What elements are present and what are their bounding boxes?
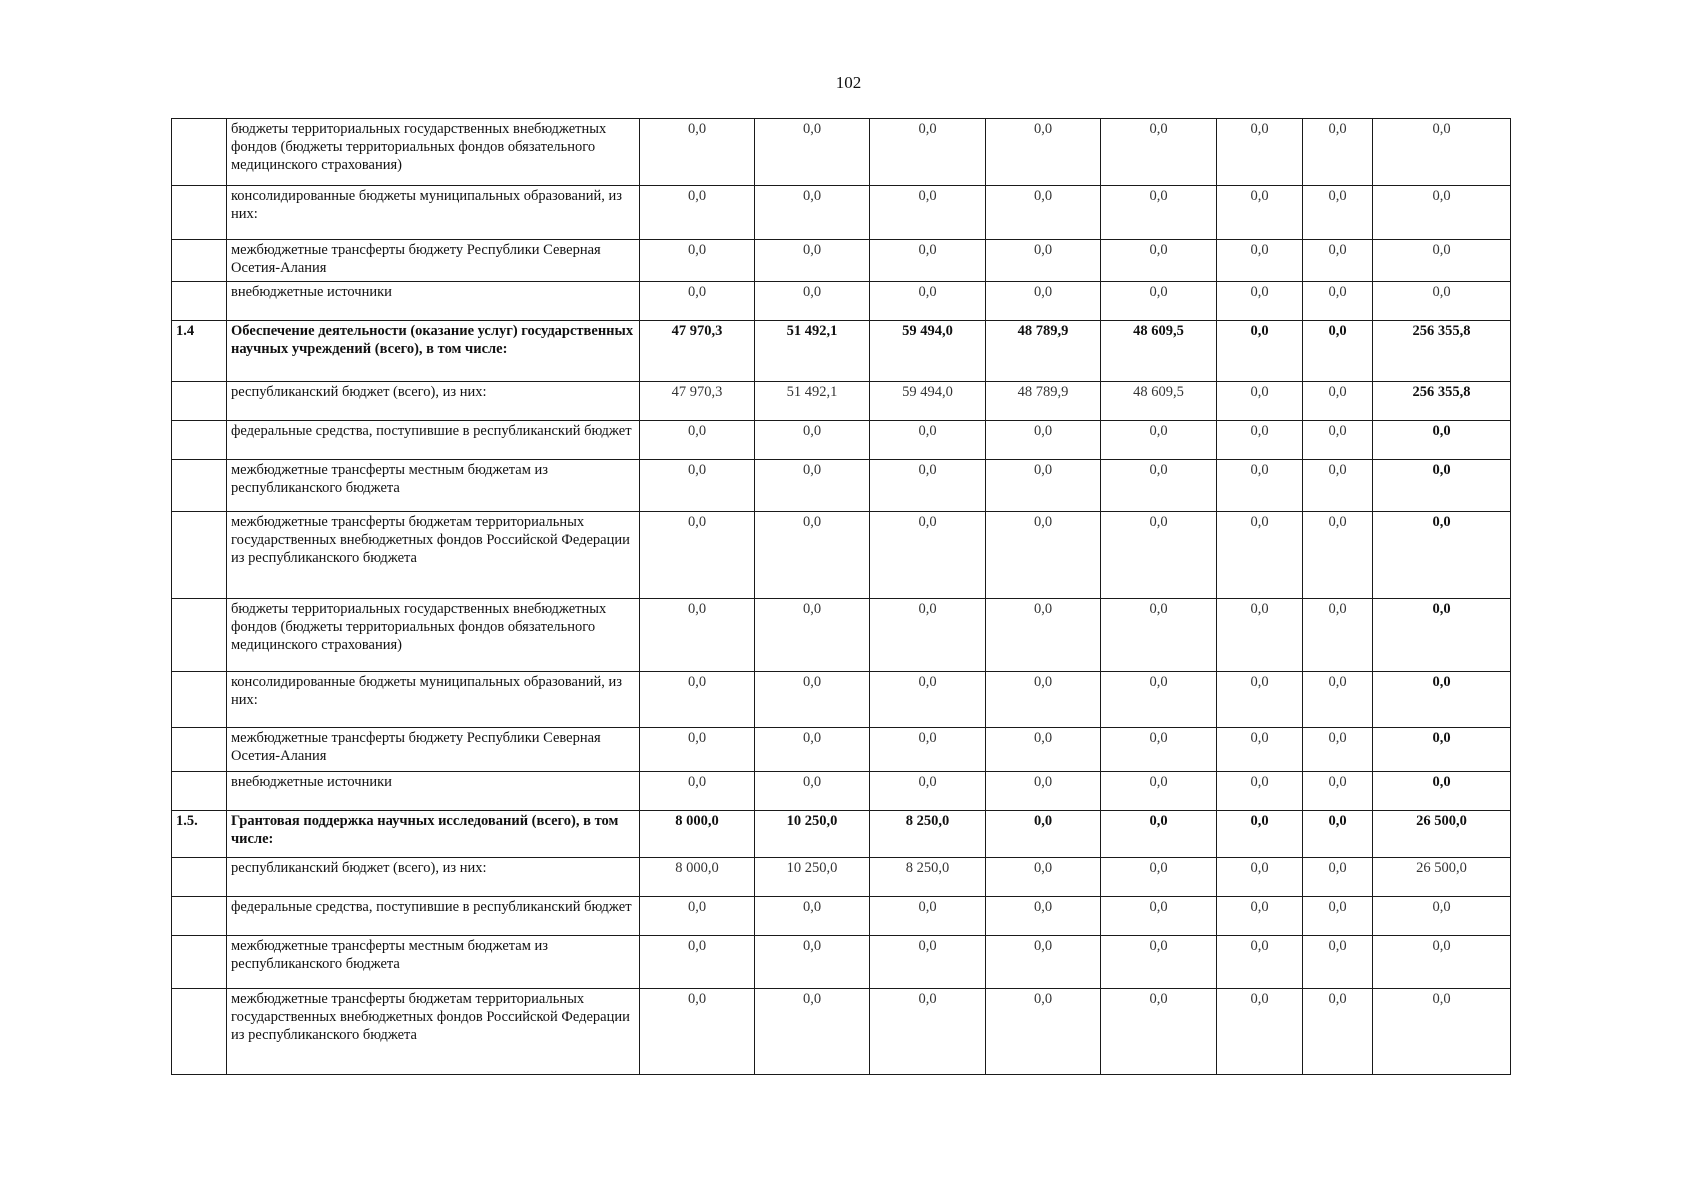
- value-cell: 0,0: [1303, 858, 1373, 897]
- row-number-cell: [172, 728, 227, 772]
- description-cell: консолидированные бюджеты муниципальных образований, из них:: [227, 186, 640, 240]
- value-cell: 0,0: [870, 599, 986, 672]
- total-value-cell: 0,0: [1373, 282, 1511, 321]
- value-cell: 0,0: [1101, 858, 1217, 897]
- table-row: [172, 989, 1511, 1075]
- value-cell: 0,0: [1303, 282, 1373, 321]
- row-number-cell: [172, 989, 227, 1075]
- value-cell: 0,0: [1101, 460, 1217, 512]
- value-cell: 0,0: [1217, 897, 1303, 936]
- description-cell: межбюджетные трансферты бюджетам территориальных государственных внебюджетных фондов Российской Федерации из республиканского бюджета: [227, 989, 640, 1075]
- description-cell: межбюджетные трансферты местным бюджетам из республиканского бюджета: [227, 460, 640, 512]
- value-cell: 8 000,0: [640, 858, 755, 897]
- value-cell: 0,0: [1217, 321, 1303, 382]
- value-cell: 0,0: [870, 672, 986, 728]
- value-cell: 0,0: [755, 897, 870, 936]
- value-cell: 48 609,5: [1101, 382, 1217, 421]
- value-cell: 47 970,3: [640, 382, 755, 421]
- table-row: [172, 897, 1511, 936]
- value-cell: 10 250,0: [755, 811, 870, 858]
- value-cell: 0,0: [1303, 599, 1373, 672]
- value-cell: 0,0: [755, 460, 870, 512]
- value-cell: 0,0: [1303, 772, 1373, 811]
- value-cell: 0,0: [986, 240, 1101, 282]
- description-cell: Обеспечение деятельности (оказание услуг) государственных научных учреждений (всего), в том числе:: [227, 321, 640, 382]
- value-cell: 0,0: [870, 936, 986, 989]
- value-cell: 0,0: [755, 936, 870, 989]
- value-cell: 0,0: [640, 512, 755, 599]
- value-cell: 0,0: [1303, 936, 1373, 989]
- row-number-cell: [172, 512, 227, 599]
- value-cell: 0,0: [640, 186, 755, 240]
- table-row: [172, 936, 1511, 989]
- value-cell: 59 494,0: [870, 382, 986, 421]
- total-value-cell: 0,0: [1373, 186, 1511, 240]
- value-cell: 0,0: [1217, 282, 1303, 321]
- row-number-cell: [172, 858, 227, 897]
- row-number-cell: 1.4: [172, 321, 227, 382]
- table-row: [172, 811, 1511, 858]
- row-number-cell: [172, 240, 227, 282]
- value-cell: 0,0: [1303, 382, 1373, 421]
- value-cell: 0,0: [870, 512, 986, 599]
- value-cell: 0,0: [640, 119, 755, 186]
- table-row: [172, 186, 1511, 240]
- value-cell: 0,0: [1217, 989, 1303, 1075]
- description-cell: бюджеты территориальных государственных внебюджетных фондов (бюджеты территориальных фондов обязательного медицинского страхования): [227, 599, 640, 672]
- total-value-cell: 256 355,8: [1373, 321, 1511, 382]
- value-cell: 8 250,0: [870, 858, 986, 897]
- total-value-cell: 0,0: [1373, 897, 1511, 936]
- value-cell: 59 494,0: [870, 321, 986, 382]
- value-cell: 0,0: [755, 512, 870, 599]
- value-cell: 0,0: [1217, 186, 1303, 240]
- table-row: [172, 599, 1511, 672]
- table-row: [172, 728, 1511, 772]
- total-value-cell: 0,0: [1373, 512, 1511, 599]
- row-number-cell: [172, 897, 227, 936]
- description-cell: федеральные средства, поступившие в республиканский бюджет: [227, 897, 640, 936]
- value-cell: 0,0: [986, 186, 1101, 240]
- total-value-cell: 26 500,0: [1373, 858, 1511, 897]
- value-cell: 0,0: [1303, 989, 1373, 1075]
- value-cell: 0,0: [870, 897, 986, 936]
- value-cell: 48 609,5: [1101, 321, 1217, 382]
- value-cell: 0,0: [755, 772, 870, 811]
- value-cell: 0,0: [755, 728, 870, 772]
- value-cell: 0,0: [755, 240, 870, 282]
- value-cell: 0,0: [1101, 119, 1217, 186]
- value-cell: 0,0: [1303, 811, 1373, 858]
- value-cell: 0,0: [640, 936, 755, 989]
- table-row: [172, 772, 1511, 811]
- value-cell: 10 250,0: [755, 858, 870, 897]
- value-cell: 0,0: [1303, 119, 1373, 186]
- value-cell: 0,0: [1101, 672, 1217, 728]
- table-row: [172, 512, 1511, 599]
- value-cell: 0,0: [1217, 119, 1303, 186]
- value-cell: 47 970,3: [640, 321, 755, 382]
- value-cell: 0,0: [870, 282, 986, 321]
- value-cell: 0,0: [986, 936, 1101, 989]
- description-cell: федеральные средства, поступившие в республиканский бюджет: [227, 421, 640, 460]
- row-number-cell: [172, 282, 227, 321]
- value-cell: 0,0: [755, 282, 870, 321]
- value-cell: 0,0: [1303, 321, 1373, 382]
- value-cell: 0,0: [986, 512, 1101, 599]
- value-cell: 0,0: [1101, 989, 1217, 1075]
- value-cell: 0,0: [1303, 186, 1373, 240]
- value-cell: 0,0: [986, 811, 1101, 858]
- value-cell: 0,0: [1217, 512, 1303, 599]
- value-cell: 0,0: [1217, 672, 1303, 728]
- value-cell: 0,0: [640, 728, 755, 772]
- table-row: [172, 858, 1511, 897]
- description-cell: бюджеты территориальных государственных внебюджетных фондов (бюджеты территориальных фондов обязательного медицинского страхования): [227, 119, 640, 186]
- value-cell: 0,0: [1217, 460, 1303, 512]
- value-cell: 0,0: [755, 989, 870, 1075]
- value-cell: 0,0: [640, 599, 755, 672]
- value-cell: 0,0: [986, 728, 1101, 772]
- value-cell: 0,0: [986, 772, 1101, 811]
- total-value-cell: 0,0: [1373, 119, 1511, 186]
- row-number-cell: [172, 119, 227, 186]
- table-row: [172, 321, 1511, 382]
- value-cell: 0,0: [1303, 672, 1373, 728]
- description-cell: республиканский бюджет (всего), из них:: [227, 858, 640, 897]
- value-cell: 0,0: [1303, 240, 1373, 282]
- value-cell: 0,0: [1217, 240, 1303, 282]
- table-row: [172, 282, 1511, 321]
- row-number-cell: [172, 672, 227, 728]
- description-cell: межбюджетные трансферты бюджетам территориальных государственных внебюджетных фондов Российской Федерации из республиканского бюджета: [227, 512, 640, 599]
- description-cell: межбюджетные трансферты бюджету Республики Северная Осетия-Алания: [227, 728, 640, 772]
- value-cell: 0,0: [870, 728, 986, 772]
- value-cell: 0,0: [870, 989, 986, 1075]
- row-number-cell: [172, 599, 227, 672]
- budget-table: [171, 118, 1511, 1075]
- total-value-cell: 0,0: [1373, 728, 1511, 772]
- value-cell: 51 492,1: [755, 382, 870, 421]
- value-cell: 0,0: [1303, 421, 1373, 460]
- value-cell: 0,0: [870, 240, 986, 282]
- row-number-cell: 1.5.: [172, 811, 227, 858]
- total-value-cell: 0,0: [1373, 599, 1511, 672]
- table-row: [172, 460, 1511, 512]
- value-cell: 0,0: [986, 897, 1101, 936]
- description-cell: консолидированные бюджеты муниципальных образований, из них:: [227, 672, 640, 728]
- value-cell: 0,0: [1303, 897, 1373, 936]
- row-number-cell: [172, 382, 227, 421]
- table-row: [172, 421, 1511, 460]
- value-cell: 0,0: [640, 672, 755, 728]
- value-cell: 0,0: [1303, 728, 1373, 772]
- value-cell: 0,0: [986, 421, 1101, 460]
- total-value-cell: 26 500,0: [1373, 811, 1511, 858]
- total-value-cell: 0,0: [1373, 240, 1511, 282]
- value-cell: 0,0: [986, 858, 1101, 897]
- page-number: 102: [835, 73, 862, 92]
- value-cell: 0,0: [986, 460, 1101, 512]
- value-cell: 0,0: [870, 119, 986, 186]
- total-value-cell: 0,0: [1373, 672, 1511, 728]
- value-cell: 0,0: [640, 989, 755, 1075]
- value-cell: 0,0: [640, 240, 755, 282]
- table-row: [172, 382, 1511, 421]
- value-cell: 0,0: [1101, 772, 1217, 811]
- value-cell: 0,0: [986, 672, 1101, 728]
- description-cell: межбюджетные трансферты бюджету Республики Северная Осетия-Алания: [227, 240, 640, 282]
- total-value-cell: 0,0: [1373, 421, 1511, 460]
- value-cell: 0,0: [870, 421, 986, 460]
- value-cell: 0,0: [1303, 512, 1373, 599]
- total-value-cell: 0,0: [1373, 989, 1511, 1075]
- table-body: [172, 119, 1511, 1075]
- value-cell: 0,0: [1217, 772, 1303, 811]
- value-cell: 0,0: [1217, 599, 1303, 672]
- value-cell: 0,0: [1303, 460, 1373, 512]
- table-row: [172, 240, 1511, 282]
- value-cell: 48 789,9: [986, 382, 1101, 421]
- value-cell: 0,0: [1101, 599, 1217, 672]
- value-cell: 0,0: [640, 897, 755, 936]
- value-cell: 8 250,0: [870, 811, 986, 858]
- value-cell: 0,0: [755, 599, 870, 672]
- total-value-cell: 0,0: [1373, 460, 1511, 512]
- value-cell: 0,0: [1101, 811, 1217, 858]
- value-cell: 0,0: [1101, 728, 1217, 772]
- value-cell: 0,0: [640, 282, 755, 321]
- value-cell: 0,0: [755, 421, 870, 460]
- row-number-cell: [172, 772, 227, 811]
- row-number-cell: [172, 186, 227, 240]
- description-cell: межбюджетные трансферты местным бюджетам из республиканского бюджета: [227, 936, 640, 989]
- value-cell: 0,0: [755, 119, 870, 186]
- value-cell: 0,0: [1101, 186, 1217, 240]
- table-row: [172, 119, 1511, 186]
- total-value-cell: 0,0: [1373, 936, 1511, 989]
- value-cell: 0,0: [1101, 897, 1217, 936]
- value-cell: 0,0: [986, 989, 1101, 1075]
- total-value-cell: 0,0: [1373, 772, 1511, 811]
- value-cell: 0,0: [640, 421, 755, 460]
- value-cell: 0,0: [870, 460, 986, 512]
- value-cell: 0,0: [1101, 240, 1217, 282]
- value-cell: 0,0: [870, 772, 986, 811]
- row-number-cell: [172, 936, 227, 989]
- value-cell: 0,0: [755, 186, 870, 240]
- value-cell: 48 789,9: [986, 321, 1101, 382]
- description-cell: республиканский бюджет (всего), из них:: [227, 382, 640, 421]
- table-row: [172, 672, 1511, 728]
- total-value-cell: 256 355,8: [1373, 382, 1511, 421]
- value-cell: 0,0: [1101, 936, 1217, 989]
- value-cell: 0,0: [1217, 728, 1303, 772]
- value-cell: 0,0: [1217, 858, 1303, 897]
- description-cell: внебюджетные источники: [227, 282, 640, 321]
- value-cell: 0,0: [1217, 382, 1303, 421]
- value-cell: 0,0: [640, 460, 755, 512]
- row-number-cell: [172, 421, 227, 460]
- description-cell: внебюджетные источники: [227, 772, 640, 811]
- value-cell: 0,0: [986, 599, 1101, 672]
- value-cell: 8 000,0: [640, 811, 755, 858]
- value-cell: 0,0: [870, 186, 986, 240]
- description-cell: Грантовая поддержка научных исследований (всего), в том числе:: [227, 811, 640, 858]
- value-cell: 0,0: [1217, 421, 1303, 460]
- value-cell: 0,0: [1217, 936, 1303, 989]
- value-cell: 0,0: [1101, 421, 1217, 460]
- value-cell: 0,0: [986, 119, 1101, 186]
- value-cell: 0,0: [1101, 512, 1217, 599]
- value-cell: 0,0: [1101, 282, 1217, 321]
- value-cell: 0,0: [755, 672, 870, 728]
- value-cell: 51 492,1: [755, 321, 870, 382]
- value-cell: 0,0: [640, 772, 755, 811]
- value-cell: 0,0: [986, 282, 1101, 321]
- row-number-cell: [172, 460, 227, 512]
- value-cell: 0,0: [1217, 811, 1303, 858]
